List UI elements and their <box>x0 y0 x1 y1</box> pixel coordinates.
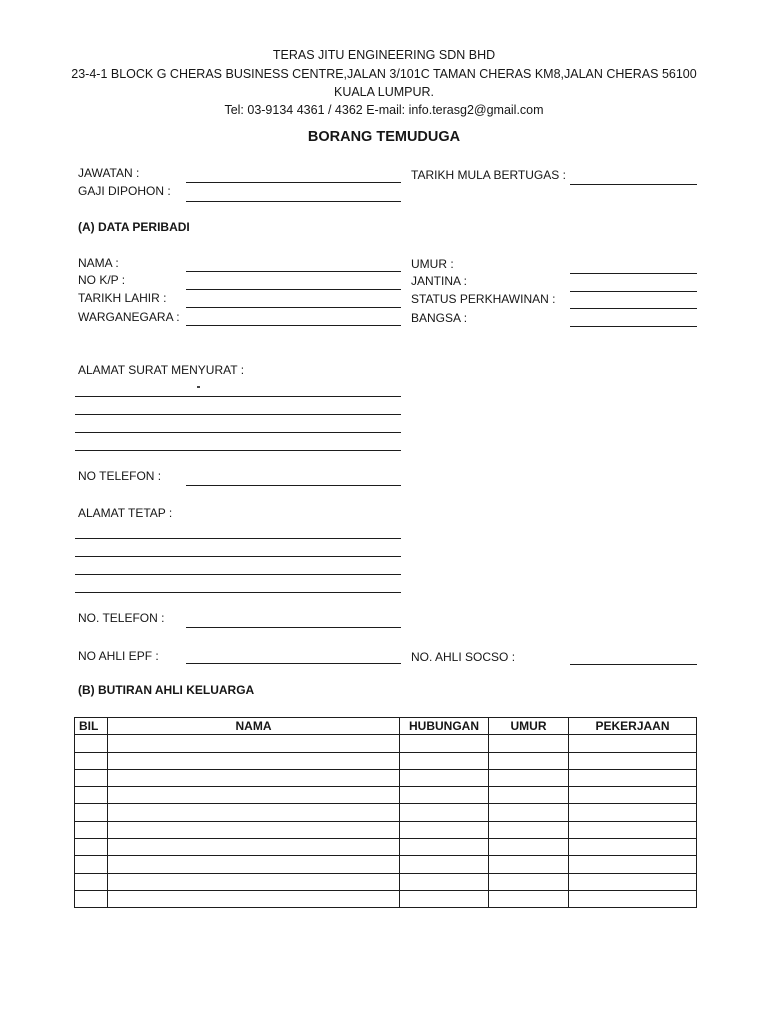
alamat-surat-menyurat-line1[interactable] <box>75 396 401 397</box>
cell-bil[interactable] <box>75 839 108 856</box>
jantina-label: JANTINA : <box>411 274 468 288</box>
alamat-surat-menyurat-line3[interactable] <box>75 432 401 433</box>
cell-nama[interactable] <box>108 769 400 786</box>
cell-nama[interactable] <box>108 856 400 873</box>
no-telefon-tetap-field[interactable] <box>186 627 401 628</box>
cell-umur[interactable] <box>489 856 569 873</box>
no-ahli-socso-field[interactable] <box>570 664 697 665</box>
cell-pekerjaan[interactable] <box>569 839 697 856</box>
cell-umur[interactable] <box>489 752 569 769</box>
tarikh-lahir-field[interactable] <box>186 307 401 308</box>
table-row <box>75 735 697 752</box>
no-ahli-epf-field[interactable] <box>186 663 401 664</box>
jawatan-field[interactable] <box>186 182 401 183</box>
cell-nama[interactable] <box>108 839 400 856</box>
form-title: BORANG TEMUDUGA <box>307 129 461 145</box>
cell-bil[interactable] <box>75 752 108 769</box>
alamat-tetap-line4[interactable] <box>75 592 401 593</box>
cell-pekerjaan[interactable] <box>569 856 697 873</box>
status-perkahwinan-label: STATUS PERKHAWINAN : <box>411 292 556 306</box>
table-header-row <box>75 718 697 735</box>
alamat-tetap-line3[interactable] <box>75 574 401 575</box>
gaji-dipohon-label: GAJI DIPOHON : <box>78 184 171 198</box>
table-row <box>75 890 697 907</box>
column-header-bil: BIL <box>75 718 108 735</box>
alamat-surat-menyurat-label: ALAMAT SURAT MENYURAT : <box>78 363 245 377</box>
cell-pekerjaan[interactable] <box>569 752 697 769</box>
no-kp-label: NO K/P : <box>78 273 126 287</box>
company-name: TERAS JITU ENGINEERING SDN BHD <box>272 48 496 62</box>
warganegara-field[interactable] <box>186 325 401 326</box>
umur-field[interactable] <box>570 273 697 274</box>
table-row <box>75 787 697 804</box>
scan-speck <box>197 386 200 388</box>
table-row <box>75 804 697 821</box>
alamat-surat-menyurat-line4[interactable] <box>75 450 401 451</box>
section-b-heading: (B) BUTIRAN AHLI KELUARGA <box>78 683 255 697</box>
cell-hubungan[interactable] <box>400 804 489 821</box>
cell-pekerjaan[interactable] <box>569 821 697 838</box>
cell-hubungan[interactable] <box>400 735 489 752</box>
cell-umur[interactable] <box>489 873 569 890</box>
table-row <box>75 769 697 786</box>
cell-umur[interactable] <box>489 769 569 786</box>
cell-pekerjaan[interactable] <box>569 735 697 752</box>
cell-bil[interactable] <box>75 735 108 752</box>
no-telefon-field[interactable] <box>186 485 401 486</box>
cell-hubungan[interactable] <box>400 856 489 873</box>
tarikh-lahir-label: TARIKH LAHIR : <box>78 291 167 305</box>
column-header-nama: NAMA <box>108 718 400 735</box>
cell-hubungan[interactable] <box>400 839 489 856</box>
table-row <box>75 752 697 769</box>
no-kp-field[interactable] <box>186 289 401 290</box>
table-row <box>75 873 697 890</box>
cell-bil[interactable] <box>75 769 108 786</box>
no-ahli-epf-label: NO AHLI EPF : <box>78 649 159 663</box>
alamat-tetap-line2[interactable] <box>75 556 401 557</box>
column-header-pekerjaan: PEKERJAAN <box>569 718 697 735</box>
cell-bil[interactable] <box>75 890 108 907</box>
status-perkahwinan-field[interactable] <box>570 308 697 309</box>
jantina-field[interactable] <box>570 291 697 292</box>
table-row <box>75 821 697 838</box>
cell-bil[interactable] <box>75 821 108 838</box>
section-a-heading: (A) DATA PERIBADI <box>78 220 190 234</box>
table-row <box>75 856 697 873</box>
cell-pekerjaan[interactable] <box>569 787 697 804</box>
cell-bil[interactable] <box>75 787 108 804</box>
cell-umur[interactable] <box>489 890 569 907</box>
jawatan-label: JAWATAN : <box>78 166 140 180</box>
cell-hubungan[interactable] <box>400 769 489 786</box>
company-address-line2: KUALA LUMPUR. <box>333 85 435 99</box>
umur-label: UMUR : <box>411 257 454 271</box>
cell-bil[interactable] <box>75 873 108 890</box>
cell-umur[interactable] <box>489 735 569 752</box>
nama-field[interactable] <box>186 271 401 272</box>
nama-label: NAMA : <box>78 256 119 270</box>
cell-nama[interactable] <box>108 804 400 821</box>
cell-nama[interactable] <box>108 821 400 838</box>
cell-hubungan[interactable] <box>400 890 489 907</box>
family-members-table <box>74 717 697 908</box>
bangsa-field[interactable] <box>570 326 697 327</box>
no-ahli-socso-label: NO. AHLI SOCSO : <box>411 650 516 664</box>
cell-pekerjaan[interactable] <box>569 804 697 821</box>
cell-pekerjaan[interactable] <box>569 890 697 907</box>
cell-bil[interactable] <box>75 804 108 821</box>
column-header-hubungan: HUBUNGAN <box>400 718 489 735</box>
cell-umur[interactable] <box>489 821 569 838</box>
cell-nama[interactable] <box>108 890 400 907</box>
cell-hubungan[interactable] <box>400 752 489 769</box>
company-address-line1: 23-4-1 BLOCK G CHERAS BUSINESS CENTRE,JALAN 3/101C TAMAN CHERAS KM8,JALAN CHERAS 56100 <box>71 67 697 81</box>
cell-umur[interactable] <box>489 787 569 804</box>
gaji-dipohon-field[interactable] <box>186 201 401 202</box>
cell-hubungan[interactable] <box>400 821 489 838</box>
tarikh-mula-bertugas-label: TARIKH MULA BERTUGAS : <box>411 168 566 182</box>
tarikh-mula-bertugas-field[interactable] <box>570 184 697 185</box>
cell-nama[interactable] <box>108 873 400 890</box>
alamat-tetap-line1[interactable] <box>75 538 401 539</box>
cell-umur[interactable] <box>489 804 569 821</box>
company-contact: Tel: 03-9134 4361 / 4362 E-mail: info.terasg2@gmail.com <box>224 103 544 117</box>
cell-pekerjaan[interactable] <box>569 769 697 786</box>
cell-hubungan[interactable] <box>400 873 489 890</box>
bangsa-label: BANGSA : <box>411 311 468 325</box>
cell-nama[interactable] <box>108 735 400 752</box>
table-row <box>75 839 697 856</box>
alamat-tetap-label: ALAMAT TETAP : <box>78 506 173 520</box>
cell-nama[interactable] <box>108 752 400 769</box>
cell-bil[interactable] <box>75 856 108 873</box>
no-telefon-tetap-label: NO. TELEFON : <box>78 611 165 625</box>
no-telefon-label: NO TELEFON : <box>78 469 162 483</box>
cell-pekerjaan[interactable] <box>569 873 697 890</box>
column-header-umur: UMUR <box>489 718 569 735</box>
cell-umur[interactable] <box>489 839 569 856</box>
alamat-surat-menyurat-line2[interactable] <box>75 414 401 415</box>
warganegara-label: WARGANEGARA : <box>78 310 180 324</box>
cell-nama[interactable] <box>108 787 400 804</box>
cell-hubungan[interactable] <box>400 787 489 804</box>
